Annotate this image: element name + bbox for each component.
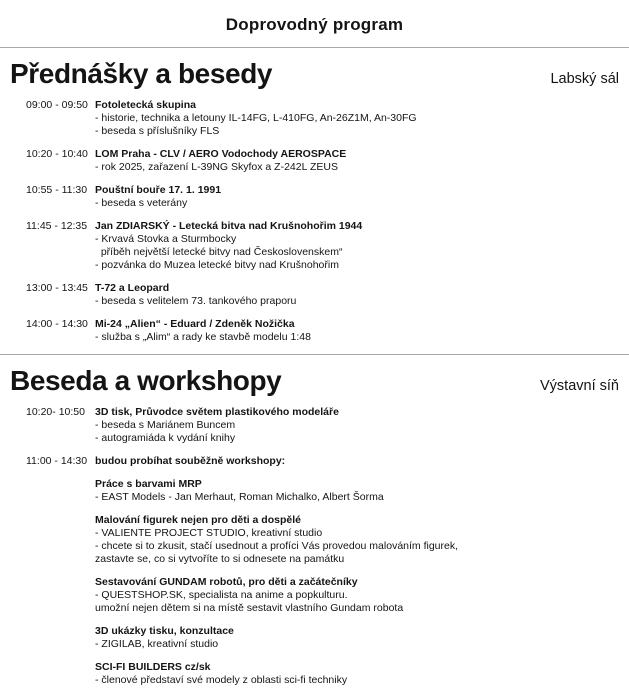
item-content (95, 148, 619, 174)
item-time (26, 625, 95, 651)
schedule-item (26, 576, 619, 615)
item-time (26, 514, 95, 566)
item-detail: - členové představí své modely z oblasti sci-fi techniky (95, 674, 348, 686)
item-detail: - pozvánka do Muzea letecké bitvy nad Krušnohořim (95, 259, 339, 271)
item-detail: - Krvavá Stovka a Sturmbocky (95, 233, 237, 245)
item-title: Mi-24 „Alien“ - Eduard / Zdeněk Nožička (95, 318, 295, 330)
item-detail: - beseda s příslušníky FLS (95, 125, 220, 137)
item-time: 10:55 - 11:30 (26, 184, 88, 196)
item-detail: příběh největší letecké bitvy nad Československem“ (95, 246, 343, 258)
title-divider (0, 47, 629, 48)
item-content (95, 625, 619, 651)
item-detail: - chcete si to zkusit, stačí usednout a profíci Vás provedou malováním figurek, (95, 540, 459, 552)
item-content (95, 318, 619, 344)
item-time: 10:20 - 10:40 (26, 148, 88, 160)
item-time: 13:00 - 13:45 (26, 282, 88, 294)
item-detail: - ZIGILAB, kreativní studio (95, 638, 219, 650)
section-location: Výstavní síň (540, 378, 619, 394)
item-content (95, 406, 619, 445)
program-section (10, 58, 619, 344)
item-detail: - beseda s velitelem 73. tankového praporu (95, 295, 297, 307)
item-title: budou probíhat souběžně workshopy: (95, 455, 286, 467)
item-detail: zastavte se, co si vytvoříte to si odnesete na památku (95, 553, 345, 565)
item-detail: - VALIENTE PROJECT STUDIO, kreativní studio (95, 527, 323, 539)
item-detail: - autogramiáda k vydání knihy (95, 432, 236, 444)
item-time: 10:20- 10:50 (26, 406, 85, 418)
sections-container (10, 58, 619, 687)
item-title: Práce s barvami MRP (95, 478, 202, 490)
section-title: Přednášky a besedy (10, 58, 273, 89)
item-detail: - beseda s Mariánem Buncem (95, 419, 236, 431)
section-header (10, 58, 619, 90)
schedule-item (26, 184, 619, 210)
item-title: Jan ZDIARSKÝ - Letecká bitva nad Krušnohořim 1944 (95, 220, 363, 232)
item-time: 09:00 - 09:50 (26, 99, 88, 111)
item-title: 3D tisk, Průvodce světem plastikového modeláře (95, 406, 339, 418)
schedule-item (26, 220, 619, 272)
schedule-item (26, 478, 619, 504)
schedule-item (26, 148, 619, 174)
item-content (95, 576, 619, 615)
schedule-item (26, 406, 619, 445)
item-detail: umožní nejen dětem si na místě sestavit vlastního Gundam robota (95, 602, 404, 614)
item-detail: - QUESTSHOP.SK, specialista na anime a popkulturu. (95, 589, 348, 601)
schedule-item (26, 318, 619, 344)
section-items (10, 99, 619, 344)
item-title: Sestavování GUNDAM robotů, pro děti a začátečníky (95, 576, 358, 588)
section-location: Labský sál (550, 71, 619, 87)
section-title: Beseda a workshopy (10, 365, 282, 396)
item-content (95, 184, 619, 210)
item-title: Fotoletecká skupina (95, 99, 196, 111)
item-detail: - historie, technika a letouny IL-14FG, L-410FG, An-26Z1M, An-30FG (95, 112, 417, 124)
item-time (26, 576, 95, 615)
item-content (95, 282, 619, 308)
page-title: Doprovodný program (225, 15, 404, 34)
item-title: T-72 a Leopard (95, 282, 170, 294)
schedule-item (26, 282, 619, 308)
item-content (95, 99, 619, 138)
item-content (95, 478, 619, 504)
schedule-item (26, 514, 619, 566)
item-content (95, 455, 619, 468)
section-divider (0, 354, 629, 355)
item-time: 11:00 - 14:30 (26, 455, 88, 467)
item-title: 3D ukázky tisku, konzultace (95, 625, 234, 637)
item-detail: - služba s „Alim“ a rady ke stavbě modelu 1:48 (95, 331, 311, 343)
item-content (95, 220, 619, 272)
item-detail: - beseda s veterány (95, 197, 188, 209)
schedule-item (26, 661, 619, 687)
schedule-item (26, 625, 619, 651)
item-title: LOM Praha - CLV / AERO Vodochody AEROSPACE (95, 148, 347, 160)
item-content (95, 661, 619, 687)
item-time (26, 478, 95, 504)
item-time (26, 661, 95, 687)
section-header (10, 365, 619, 397)
item-content (95, 514, 619, 566)
item-time: 14:00 - 14:30 (26, 318, 88, 330)
program-section (10, 365, 619, 687)
item-title: Malování figurek nejen pro děti a dospělé (95, 514, 301, 526)
item-detail: - rok 2025, zařazení L-39NG Skyfox a Z-242L ZEUS (95, 161, 338, 173)
section-items (10, 406, 619, 687)
schedule-item (26, 99, 619, 138)
item-time: 11:45 - 12:35 (26, 220, 88, 232)
item-title: SCI-FI BUILDERS cz/sk (95, 661, 211, 673)
item-detail: - EAST Models - Jan Merhaut, Roman Michalko, Albert Šorma (95, 491, 384, 503)
schedule-item (26, 455, 619, 468)
item-title: Pouštní bouře 17. 1. 1991 (95, 184, 222, 196)
